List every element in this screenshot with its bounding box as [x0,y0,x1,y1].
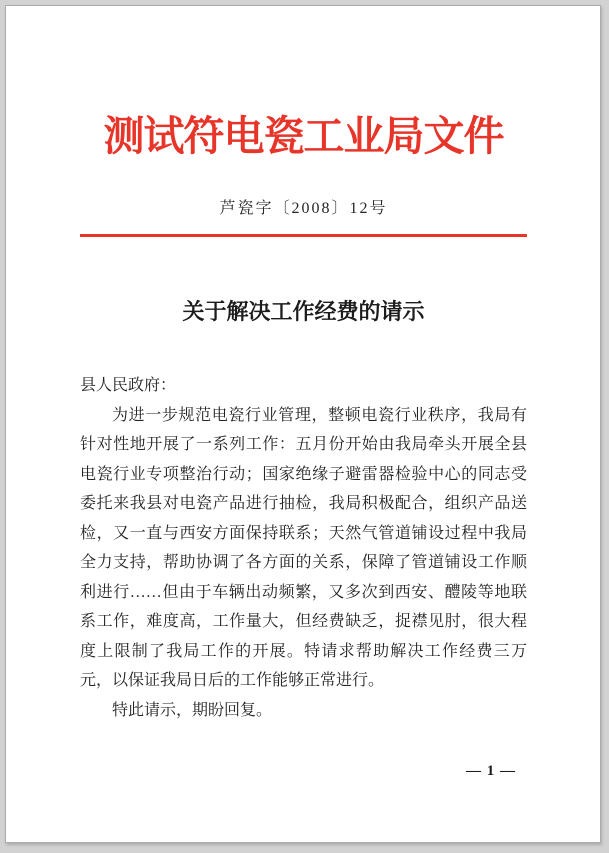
document-number: 芦瓷字〔2008〕12号 [219,200,388,218]
closing-paragraph: 特此请示，期盼回复。 [112,701,273,719]
body-paragraph: 为进一步规范电瓷行业管理，整顿电瓷行业秩序，我局有针对性地开展了一系列工作：五月份开始由我局牵头开展全县电瓷行业专项整治行动；国家绝缘子避雷器检验中心的同志受委托来我县对电瓷产品进行抽检，我局积极配合，组织产品送检，又一直与西安方面保持联系；天然气管道铺设过程中我局全力支持，帮助协调了各方面的关系，保障了管道铺设工作顺利进行……但由于车辆出动频繁，又多次到西安、醴陵等地联系工作，难度高，工作量大，但经费缺乏，捉襟见肘，很大程度上限制了我局工作的开展。特请求帮助解决工作经费三万元，以保证我局日后的工作能够正常进行。 [80,406,527,690]
salutation: 县人民政府： [80,377,177,395]
document-title: 关于解决工作经费的请示 [182,298,425,324]
document-header-title: 测试符电瓷工业局文件 [103,113,504,159]
document-body [80,371,527,725]
document-page [5,5,601,843]
page-content [6,6,600,842]
red-divider-line [80,234,527,237]
page-number: — 1 — [466,763,516,779]
